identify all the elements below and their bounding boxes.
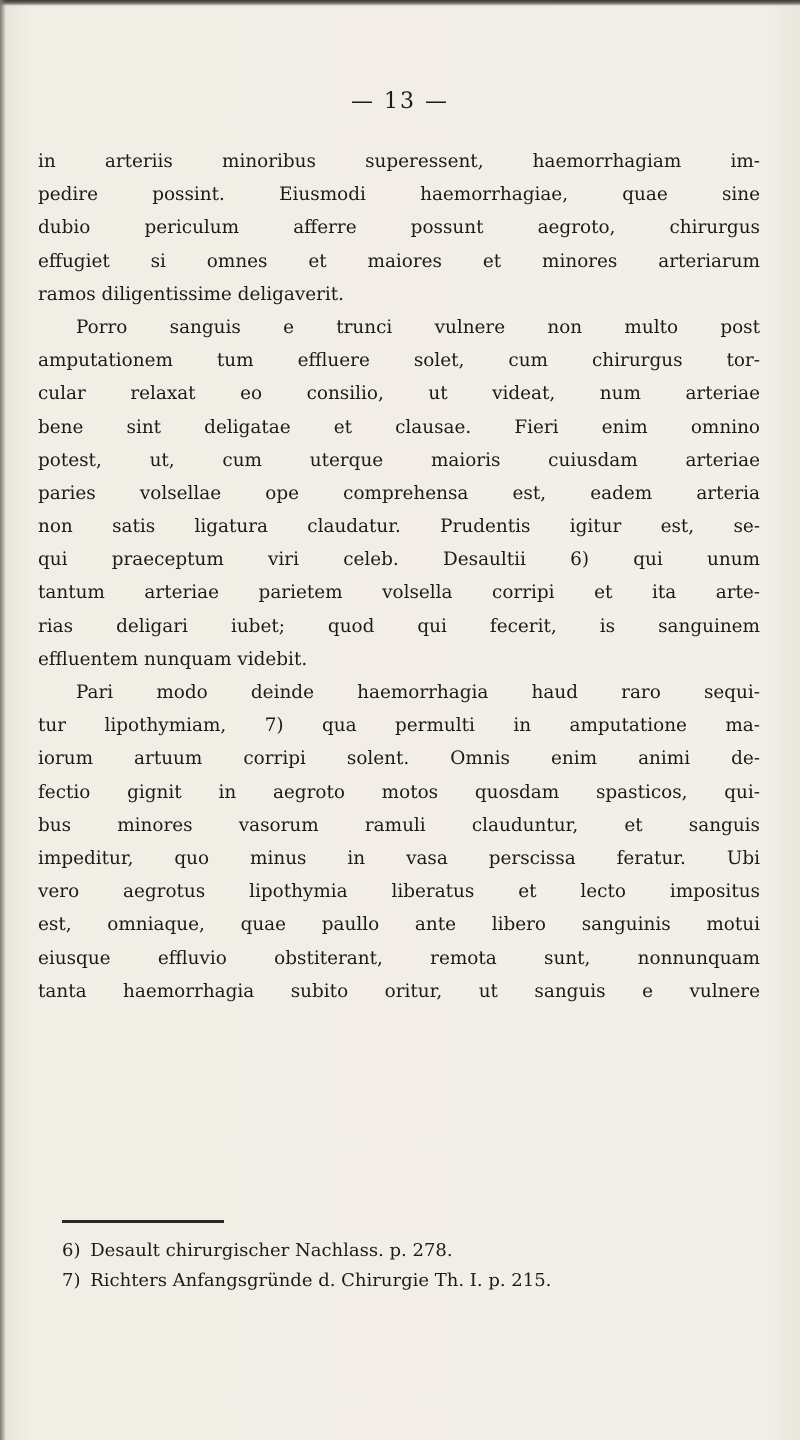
text-line: iorum artuum corripi solent. Omnis enim animi de- bbox=[38, 748, 760, 770]
footnotes bbox=[62, 1236, 762, 1296]
text-line: potest, ut, cum uterque maioris cuiusdam arteriae bbox=[38, 449, 760, 471]
text-line: est, omniaque, quae paullo ante libero sanguinis motui bbox=[38, 914, 760, 936]
text-line: effugiet si omnes et maiores et minores arteriarum bbox=[38, 250, 760, 272]
text-line: non satis ligatura claudatur. Prudentis igitur est, se- bbox=[38, 516, 760, 538]
text-line: impeditur, quo minus in vasa perscissa feratur. Ubi bbox=[38, 847, 760, 869]
footnote-divider bbox=[62, 1220, 224, 1223]
text-line: dubio periculum afferre possunt aegroto, chirurgus bbox=[38, 217, 760, 239]
footnote-item bbox=[62, 1236, 762, 1266]
footnote-number: 7) bbox=[62, 1270, 81, 1291]
page-top-edge bbox=[0, 0, 800, 6]
page-binding-edge bbox=[0, 0, 6, 1440]
text-line: amputationem tum effluere solet, cum chirurgus tor- bbox=[38, 350, 760, 372]
text-line: cular relaxat eo consilio, ut videat, num arteriae bbox=[38, 383, 760, 405]
text-line: tanta haemorrhagia subito oritur, ut sanguis e vulnere bbox=[38, 980, 760, 1002]
text-line: fectio gignit in aegroto motos quosdam spasticos, qui- bbox=[38, 781, 760, 803]
text-line: rias deligari iubet; quod qui fecerit, is sanguinem bbox=[38, 615, 760, 637]
text-line: Porro sanguis e trunci vulnere non multo post bbox=[76, 316, 760, 338]
footnote-number: 6) bbox=[62, 1240, 81, 1261]
text-line: pedire possint. Eiusmodi haemorrhagiae, quae sine bbox=[38, 184, 760, 206]
text-line: in arteriis minoribus superessent, haemorrhagiam im- bbox=[38, 151, 760, 172]
text-line: ramos diligentissime deligaverit. bbox=[38, 283, 345, 305]
text-line: qui praeceptum viri celeb. Desaultii 6) qui unum bbox=[38, 549, 760, 571]
footnote-text: Desault chirurgischer Nachlass. p. 278. bbox=[90, 1240, 453, 1261]
footnote-text: Richters Anfangsgründe d. Chirurgie Th. I. p. 215. bbox=[90, 1270, 552, 1291]
text-line: Pari modo deinde haemorrhagia haud raro sequi- bbox=[76, 682, 760, 703]
text-line: bus minores vasorum ramuli clauduntur, et sanguis bbox=[38, 814, 760, 836]
footnote-item bbox=[62, 1266, 762, 1296]
body-text bbox=[38, 145, 760, 1008]
text-line: effluentem nunquam videbit. bbox=[38, 648, 308, 670]
text-line: vero aegrotus lipothymia liberatus et lecto impositus bbox=[38, 881, 760, 903]
text-line: tantum arteriae parietem volsella corripi et ita arte- bbox=[38, 582, 760, 604]
text-line: tur lipothymiam, 7) qua permulti in amputatione ma- bbox=[38, 715, 760, 737]
text-line: paries volsellae ope comprehensa est, eadem arteria bbox=[38, 482, 760, 504]
page-number: — 13 — bbox=[351, 89, 449, 114]
text-line: eiusque effluvio obstiterant, remota sunt, nonnunquam bbox=[38, 947, 760, 969]
text-line: bene sint deligatae et clausae. Fieri enim omnino bbox=[38, 416, 760, 438]
